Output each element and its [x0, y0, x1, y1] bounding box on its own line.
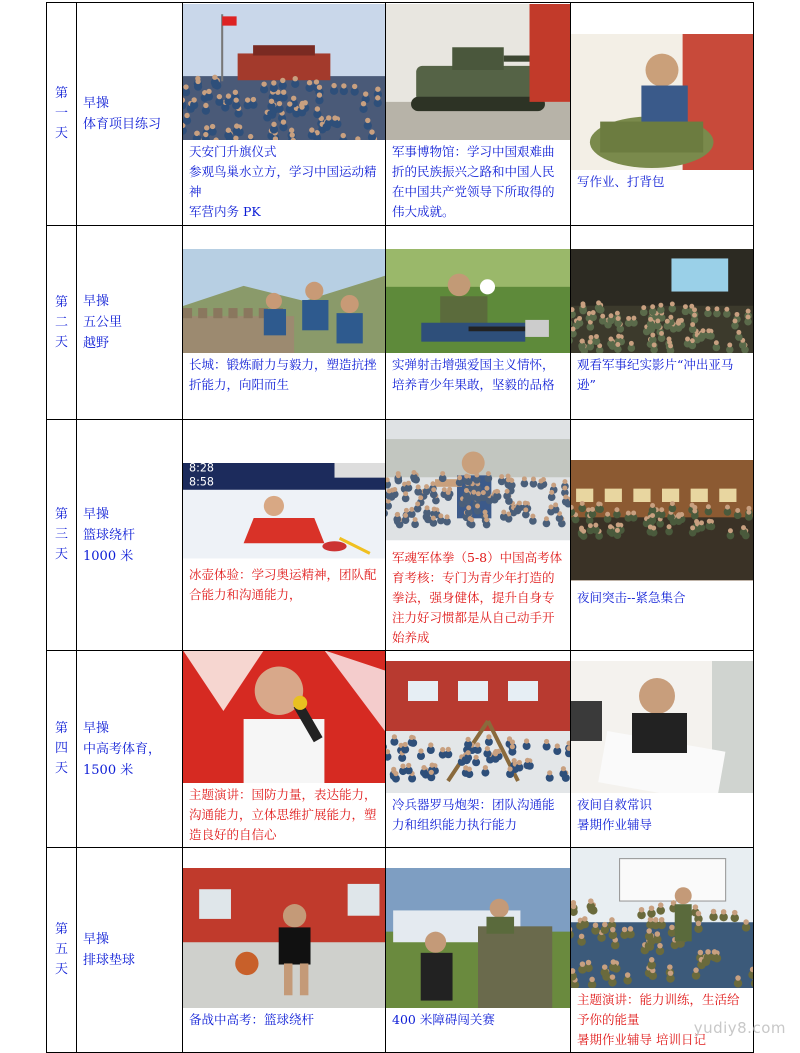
activity-caption — [386, 1008, 570, 1032]
day-row — [47, 420, 754, 651]
day-label: 第五天 — [54, 922, 68, 977]
shooting-practice-photo — [386, 249, 570, 353]
morning-activity-line: 越野 — [83, 336, 110, 351]
activity-caption-line: 备战中高考：篮球绕杆 — [189, 1012, 315, 1027]
activity-caption — [386, 353, 570, 397]
morning-activity-line: 1500 米 — [83, 762, 134, 778]
activity-cell — [386, 226, 571, 420]
basketball-dribble-photo — [183, 868, 385, 1008]
obstacle-wall-photo — [386, 868, 570, 1008]
day-label: 第四天 — [54, 721, 68, 776]
activity-caption-line: 长城：锻炼耐力与毅力，塑造抗挫折能力，向阳而生 — [189, 356, 377, 392]
activity-caption-line: 天安门升旗仪式 — [189, 144, 277, 159]
day-label-cell — [47, 420, 77, 651]
outdoor-movie-photo — [571, 249, 753, 353]
activity-caption — [571, 170, 753, 194]
morning-activity-line: 篮球绕杆 — [83, 527, 136, 543]
activity-cell — [183, 226, 386, 420]
speech-microphone-photo — [183, 651, 385, 783]
activity-cell — [386, 420, 571, 651]
activity-cell — [183, 848, 386, 1053]
tiananmen-group-photo — [183, 4, 385, 140]
morning-activity-line: 早操 — [83, 294, 110, 309]
day-row — [47, 848, 754, 1053]
activity-caption-line: 400 米障碍闯关赛 — [392, 1012, 495, 1027]
watermark: yudiy8.com — [693, 1019, 786, 1037]
classroom-circle-photo — [571, 848, 753, 988]
camp-schedule-table — [46, 2, 754, 1053]
activity-caption-line: 主题演讲：国防力量，表达能力，沟通能力，立体思维扩展能力，塑造良好的自信心 — [189, 787, 377, 842]
activity-cell — [571, 420, 754, 651]
activity-caption-line: 暑期作业辅导 — [577, 817, 653, 832]
activity-cell — [183, 651, 386, 848]
activity-cell — [386, 848, 571, 1053]
morning-activity-line: 中高考体育， — [83, 741, 162, 757]
army-boxing-photo — [386, 420, 570, 546]
day-label: 第一天 — [54, 86, 68, 141]
activity-caption — [183, 783, 385, 847]
morning-activity-line: 早操 — [83, 506, 110, 522]
morning-activity-line: 体育项目练习 — [83, 117, 162, 132]
activity-caption-line: 夜间自救常识 — [577, 797, 653, 812]
activity-caption — [183, 563, 385, 607]
activity-cell — [571, 226, 754, 420]
morning-activity-line: 早操 — [83, 720, 110, 736]
activity-cell — [386, 3, 571, 226]
night-assembly-photo — [571, 460, 753, 586]
day-row — [47, 3, 754, 226]
activity-caption — [571, 586, 753, 610]
activity-caption — [183, 353, 385, 397]
morning-activity-cell — [77, 3, 183, 226]
activity-caption-line: 冰壶体验：学习奥运精神，团队配合能力和沟通能力， — [189, 567, 377, 602]
day-label-cell — [47, 226, 77, 420]
activity-caption-line: 观看军事纪实影片“冲出亚马逊” — [577, 356, 734, 392]
activity-caption — [571, 353, 753, 397]
activity-cell — [183, 3, 386, 226]
writing-homework-photo — [571, 661, 753, 793]
morning-activity-cell — [77, 420, 183, 651]
activity-caption-line: 军营内务 PK — [189, 204, 261, 219]
activity-caption-line: 主题演讲：能力训练，生活给予你的能量 — [577, 992, 740, 1027]
morning-activity-line: 1000 米 — [83, 548, 134, 564]
morning-activity-line: 排球垫球 — [83, 953, 136, 968]
activity-caption-line: 军魂军体拳（5-8）中国高考体育考核：专门为青少年打造的拳法，强身健体，提升自身专注力好习惯都是从自己动手开始养成 — [392, 550, 563, 645]
great-wall-photo — [183, 249, 385, 353]
day-label-cell — [47, 848, 77, 1053]
activity-caption-line: 军事博物馆：学习中国艰难曲折的民族振兴之路和中国人民在中国共产党领导下所取得的伟大成就。 — [392, 144, 555, 219]
activity-caption-line: 冷兵器罗马炮架：团队沟通能力和组织能力执行能力 — [392, 797, 555, 832]
activity-cell — [571, 651, 754, 848]
morning-activity-line: 早操 — [83, 932, 110, 947]
activity-cell — [571, 3, 754, 226]
svg-text:8:58: 8:58 — [189, 475, 215, 489]
day-label-cell — [47, 651, 77, 848]
activity-caption-line: 夜间突击--紧急集合 — [577, 590, 686, 605]
packing-backpack-photo — [571, 34, 753, 170]
morning-activity-line: 五公里 — [83, 315, 123, 330]
activity-caption-line: 写作业、打背包 — [577, 174, 665, 189]
activity-caption — [183, 140, 385, 224]
morning-activity-cell — [77, 651, 183, 848]
activity-caption-line: 实弹射击增强爱国主义情怀，培养青少年果敢，坚毅的品格 — [392, 356, 555, 392]
activity-caption-line: 参观鸟巢水立方，学习中国运动精神 — [189, 164, 377, 199]
activity-cell — [183, 420, 386, 651]
activity-caption — [386, 793, 570, 837]
day-row — [47, 226, 754, 420]
svg-text:8:28: 8:28 — [189, 463, 215, 475]
activity-caption — [386, 546, 570, 650]
morning-activity-cell — [77, 226, 183, 420]
morning-activity-line: 早操 — [83, 96, 110, 111]
day-label-cell — [47, 3, 77, 226]
curling-photo — [183, 463, 385, 563]
day-row — [47, 651, 754, 848]
morning-activity-cell — [77, 848, 183, 1053]
activity-caption — [183, 1008, 385, 1032]
activity-caption — [571, 793, 753, 837]
day-label: 第二天 — [54, 294, 68, 350]
day-label: 第三天 — [54, 507, 68, 562]
cold-weapon-frame-photo — [386, 661, 570, 793]
military-museum-tank-photo — [386, 4, 570, 140]
activity-caption-line: 暑期作业辅导 培训日记 — [577, 1032, 706, 1047]
activity-caption — [386, 140, 570, 224]
activity-cell — [386, 651, 571, 848]
